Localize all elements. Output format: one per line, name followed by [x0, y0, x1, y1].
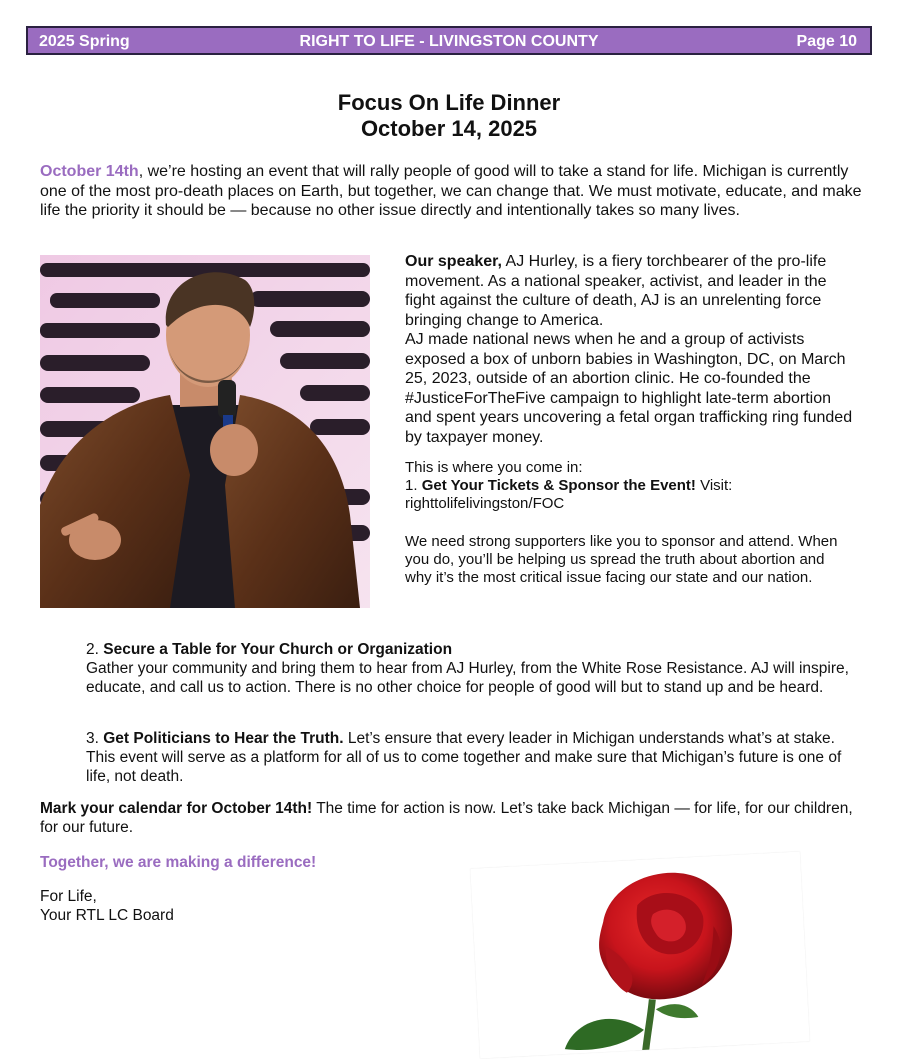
step-1-heading: Get Your Tickets & Sponsor the Event!	[421, 477, 696, 494]
step-3-text: Let’s ensure that every leader in Michigan understands what’s at stake. This event will serve as a platform for all of us to come together and make sure that Michigan’s future is one of life, not death.	[86, 730, 842, 785]
speaker-photo	[40, 255, 370, 608]
speaker-text-1: AJ Hurley, is a fiery torchbearer of the pro-life movement. As a national speaker, activist, and leader in the fight against the culture of death, AJ is an unrelenting force bringing change to America.	[405, 253, 827, 329]
page-number: Page 10	[796, 33, 857, 50]
signoff-line-2: Your RTL LC Board	[40, 907, 174, 924]
page-title	[0, 90, 898, 142]
tagline: Together, we are making a difference!	[40, 854, 317, 871]
intro-date-highlight: October 14th	[40, 163, 139, 180]
step-1: 1. Get Your Tickets & Sponsor the Event! Visit:	[405, 477, 733, 494]
intro-paragraph	[40, 162, 868, 221]
step-2-heading: Secure a Table for Your Church or Organization	[103, 641, 453, 658]
signoff-line-1: For Life,	[40, 888, 97, 905]
step-3-heading: Get Politicians to Hear the Truth.	[103, 730, 344, 747]
issue-label: 2025 Spring	[39, 33, 130, 50]
organization-name: RIGHT TO LIFE - LIVINGSTON COUNTY	[299, 33, 599, 50]
step-2-text: Gather your community and bring them to hear from AJ Hurley, from the White Rose Resistance. AJ will inspire, educate, and call us to action. There is no other choice for people of good will but to stand up and be heard.	[86, 660, 849, 696]
signoff	[40, 887, 340, 925]
event-title: Focus On Life Dinner	[337, 90, 561, 115]
speaker-paragraph-2: AJ made national news when he and a group of activists exposed a box of unborn babies in Washington, DC, on March 25, 2023, outside of an abortion clinic. He co-founded the #JusticeForTheFive campaign to highlight late-term abortion and spent years uncovering a fetal organ trafficking ring funded by taxpayer money.	[405, 331, 853, 446]
calendar-paragraph	[40, 799, 865, 837]
calendar-text: The time for action is now. Let’s take back Michigan — for life, for our children, for our future.	[40, 800, 853, 836]
calendar-heading: Mark your calendar for October 14th!	[40, 800, 313, 817]
step-3: 3. Get Politicians to Hear the Truth. Let’s ensure that every leader in Michigan understands what’s at stake. This event will serve as a platform for all of us to come together and make sure that Michigan’s future is one of life, not death.	[86, 730, 842, 785]
come-in-intro: This is where you come in:	[405, 459, 583, 476]
speaker-bio	[405, 252, 860, 447]
speaker-paragraph-1	[405, 252, 860, 330]
speaker-lead: Our speaker,	[405, 253, 502, 270]
support-paragraph: We need strong supporters like you to sponsor and attend. When you do, you’ll be helping us spread the truth about abortion and why it’s the most critical issue facing our state and our nation.	[405, 533, 838, 586]
tickets-url-link[interactable]: righttolifelivingston/FOC	[405, 495, 565, 512]
event-date: October 14, 2025	[360, 116, 538, 141]
newsletter-header-bar	[26, 26, 872, 55]
call-to-action-1	[405, 459, 860, 513]
intro-text: , we’re hosting an event that will rally people of good will to take a stand for life. Michigan is currently one of the most pro-death places on Earth, but together, we can change that. We must motivate, educate, and make life the priority it should be — because no other issue directly and intentionally takes so many lives.	[40, 163, 862, 219]
step-2: 2. Secure a Table for Your Church or Organization Gather your community and bring them to hear from AJ Hurley, from the White Rose Resistance. AJ will inspire, educate, and call us to action. There is no other choice for people of good will but to stand up and be heard.	[86, 640, 866, 697]
rose-image	[470, 851, 809, 1058]
